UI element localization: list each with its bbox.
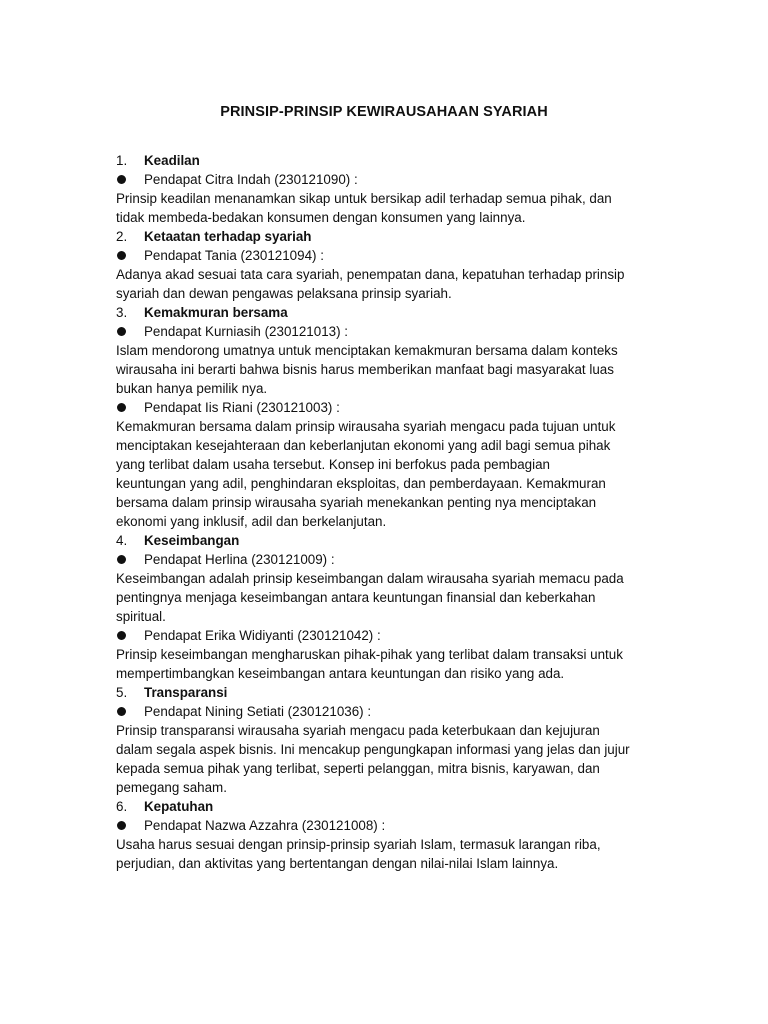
- section-heading: [116, 683, 656, 702]
- section-number: 1.: [116, 153, 128, 168]
- section-heading-text: Keadilan: [144, 153, 200, 168]
- section-number: 6.: [116, 799, 128, 814]
- section-heading: [116, 531, 656, 550]
- paragraph-line: keuntungan yang adil, penghindaran eksploitas, dan pemberdayaan. Kemakmuran: [116, 476, 606, 491]
- section-heading-text: Transparansi: [144, 685, 228, 700]
- section-heading-text: Keseimbangan: [144, 533, 240, 548]
- paragraph-line: spiritual.: [116, 609, 166, 624]
- paragraph-line: Usaha harus sesuai dengan prinsip-prinsip syariah Islam, termasuk larangan riba,: [116, 837, 601, 852]
- paragraph-line: bukan hanya pemilik nya.: [116, 381, 268, 396]
- opinion-bullet-item: [116, 398, 656, 417]
- paragraph-line: kepada semua pihak yang terlibat, seperti pelanggan, mitra bisnis, karyawan, dan: [116, 761, 600, 776]
- paragraph-line: Adanya akad sesuai tata cara syariah, penempatan dana, kepatuhan terhadap prinsip: [116, 267, 625, 282]
- section-number: 4.: [116, 533, 128, 548]
- paragraph-line: Islam mendorong umatnya untuk menciptakan kemakmuran bersama dalam konteks: [116, 343, 618, 358]
- opinion-bullet-item: [116, 322, 656, 341]
- opinion-label: Pendapat Kurniasih (230121013) :: [144, 324, 348, 339]
- paragraph-line: mempertimbangkan keseimbangan antara keuntungan dan risiko yang ada.: [116, 666, 565, 681]
- opinion-label: Pendapat Herlina (230121009) :: [144, 552, 335, 567]
- opinion-bullet-item: [116, 550, 656, 569]
- opinion-label: Pendapat Nining Setiati (230121036) :: [144, 704, 372, 719]
- section-heading-text: Kepatuhan: [144, 799, 214, 814]
- section-number: 3.: [116, 305, 128, 320]
- paragraph-line: yang terlibat dalam usaha tersebut. Konsep ini berfokus pada pembagian: [116, 457, 550, 472]
- opinion-bullet-item: [116, 246, 656, 265]
- paragraph-line: wirausaha ini berarti bahwa bisnis harus memberikan manfaat bagi masyarakat luas: [116, 362, 614, 377]
- opinion-bullet-item: [116, 816, 656, 835]
- section-number: 2.: [116, 229, 128, 244]
- opinion-label: Pendapat Nazwa Azzahra (230121008) :: [144, 818, 386, 833]
- opinion-label: Pendapat Tania (230121094) :: [144, 248, 324, 263]
- paragraph-line: Keseimbangan adalah prinsip keseimbangan dalam wirausaha syariah memacu pada: [116, 571, 624, 586]
- section-number: 5.: [116, 685, 128, 700]
- document-title: PRINSIP-PRINSIP KEWIRAUSAHAAN SYARIAH: [220, 104, 548, 120]
- paragraph-line: pentingnya menjaga keseimbangan antara keuntungan finansial dan keberkahan: [116, 590, 596, 605]
- paragraph-line: syariah dan dewan pengawas pelaksana prinsip syariah.: [116, 286, 452, 301]
- paragraph-line: Prinsip keseimbangan mengharuskan pihak-pihak yang terlibat dalam transaksi untuk: [116, 647, 623, 662]
- section-heading: [116, 797, 656, 816]
- paragraph-line: Prinsip keadilan menanamkan sikap untuk bersikap adil terhadap semua pihak, dan: [116, 191, 612, 206]
- paragraph-line: menciptakan kesejahteraan dan keberlanjutan ekonomi yang adil bagi semua pihak: [116, 438, 611, 453]
- document-body: [116, 151, 656, 873]
- opinion-label: Pendapat Iis Riani (230121003) :: [144, 400, 340, 415]
- paragraph-line: Prinsip transparansi wirausaha syariah mengacu pada keterbukaan dan kejujuran: [116, 723, 600, 738]
- paragraph-line: pemegang saham.: [116, 780, 227, 795]
- paragraph-line: Kemakmuran bersama dalam prinsip wirausaha syariah mengacu pada tujuan untuk: [116, 419, 616, 434]
- section-heading: [116, 151, 656, 170]
- opinion-bullet-item: [116, 170, 656, 189]
- opinion-bullet-item: [116, 702, 656, 721]
- paragraph-line: ekonomi yang inklusif, adil dan berkelanjutan.: [116, 514, 387, 529]
- opinion-bullet-item: [116, 626, 656, 645]
- paragraph-line: dalam segala aspek bisnis. Ini mencakup pengungkapan informasi yang jelas dan jujur: [116, 742, 630, 757]
- paragraph-line: perjudian, dan aktivitas yang bertentangan dengan nilai-nilai Islam lainnya.: [116, 856, 559, 871]
- opinion-label: Pendapat Citra Indah (230121090) :: [144, 172, 358, 187]
- paragraph-line: tidak membeda-bedakan konsumen dengan konsumen yang lainnya.: [116, 210, 526, 225]
- section-heading: [116, 303, 656, 322]
- section-heading-text: Ketaatan terhadap syariah: [144, 229, 312, 244]
- paragraph-line: bersama dalam prinsip wirausaha syariah menekankan penting nya menciptakan: [116, 495, 597, 510]
- section-heading-text: Kemakmuran bersama: [144, 305, 288, 320]
- opinion-label: Pendapat Erika Widiyanti (230121042) :: [144, 628, 381, 643]
- section-heading: [116, 227, 656, 246]
